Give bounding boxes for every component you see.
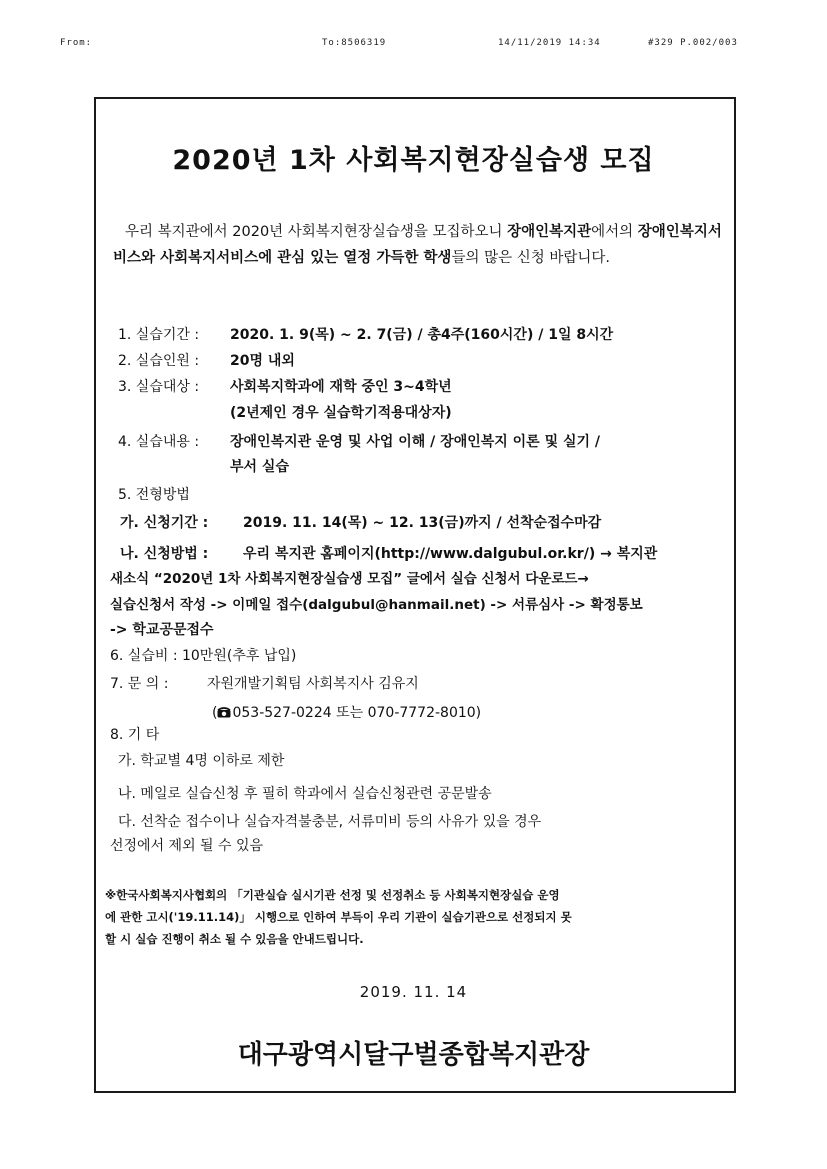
notice-line-2: 에 관한 고시('19.11.14)」 시행으로 인하여 부득이 우리 기관이 실습기관으로 선정되지 못 (105, 910, 572, 924)
intro-bold-2: 장애인복지서비스와 사회복지서비스에 관심 있는 열정 가득한 학생 (113, 224, 722, 266)
contact-phone: 053-527-0224 또는 070-7772-8010) (232, 705, 482, 721)
page-title: 2020년 1차 사회복지현장실습생 모집 (172, 145, 655, 176)
intro-text-3: 들의 많은 신청 바랍니다. (451, 250, 610, 266)
intro-text-2: 에서의 (591, 224, 638, 240)
apply-method-label: 나. 신청방법 : (120, 546, 209, 562)
apply-period-value: 2019. 11. 14(목) ~ 12. 13(금)까지 / 선착순접수마감 (243, 515, 602, 531)
apply-method-line-3: 실습신청서 작성 -> 이메일 접수(dalgubul@hanmail.net) -> 서류심사 -> 확정통보 (110, 597, 643, 613)
etc-item-c-1: 다. 선착순 접수이나 실습자격불충분, 서류미비 등의 사유가 있을 경우 (118, 814, 542, 830)
notice-line-1: ※한국사회복지사협회의 「기관실습 실시기관 선정 및 선정취소 등 사회복지현장실습 운영 (105, 888, 560, 902)
apply-period-label: 가. 신청기간 : (120, 515, 209, 531)
period-label: 1. 실습기간 : (118, 327, 200, 343)
count-label: 2. 실습인원 : (118, 353, 200, 369)
intro-bold-1: 장애인복지관 (507, 224, 592, 240)
fax-datetime: 14/11/2019 14:34 (498, 38, 601, 48)
etc-item-a: 가. 학교별 4명 이하로 제한 (118, 753, 285, 769)
etc-item-c-2: 선정에서 제외 될 수 있음 (110, 838, 264, 854)
fax-from: From: (60, 38, 93, 48)
intro-paragraph (113, 219, 725, 271)
count-value: 20명 내외 (230, 353, 295, 369)
etc-label: 8. 기 타 (110, 727, 160, 743)
contact-phone-open: ( (212, 705, 218, 721)
notice (105, 884, 715, 950)
document-date: 2019. 11. 14 (359, 983, 468, 1001)
phone-icon (217, 707, 231, 718)
target-value-2: (2년제인 경우 실습학기적용대상자) (230, 405, 452, 421)
content-value-2: 부서 실습 (230, 459, 289, 475)
target-value-1: 사회복지학과에 재학 중인 3~4학년 (230, 379, 452, 395)
notice-line-3: 할 시 실습 진행이 취소 될 수 있음을 안내드립니다. (105, 932, 364, 946)
selection-label: 5. 전형방법 (118, 487, 190, 503)
apply-method-line-2: 새소식 “2020년 1차 사회복지현장실습생 모집” 글에서 실습 신청서 다운로드→ (110, 571, 589, 587)
target-label: 3. 실습대상 : (118, 379, 200, 395)
fax-to: To:8506319 (322, 38, 387, 48)
content-label: 4. 실습내용 : (118, 434, 200, 450)
content-value-1: 장애인복지관 운영 및 사업 이해 / 장애인복지 이론 및 실기 / (230, 434, 601, 450)
fee: 6. 실습비 : 10만원(추후 납입) (110, 648, 297, 664)
fax-header (0, 38, 827, 54)
apply-method-line-1: 우리 복지관 홈페이지(http://www.dalgubul.or.kr/) → 복지관 (243, 546, 658, 562)
period-value: 2020. 1. 9(목) ~ 2. 7(금) / 총4주(160시간) / 1일 8시간 (230, 327, 614, 343)
contact-phone-line (212, 704, 481, 722)
contact-value: 자원개발기획팀 사회복지사 김유지 (207, 676, 419, 692)
apply-method-line-4: -> 학교공문접수 (110, 622, 214, 638)
intro-text-1: 우리 복지관에서 2020년 사회복지현장실습생을 모집하오니 (125, 224, 508, 240)
etc-item-b: 나. 메일로 실습신청 후 필히 학과에서 실습신청관련 공문발송 (118, 786, 492, 802)
fax-page: #329 P.002/003 (648, 38, 738, 48)
organization-name: 대구광역시달구벌종합복지관장 (237, 1040, 590, 1070)
contact-label: 7. 문 의 : (110, 676, 169, 692)
